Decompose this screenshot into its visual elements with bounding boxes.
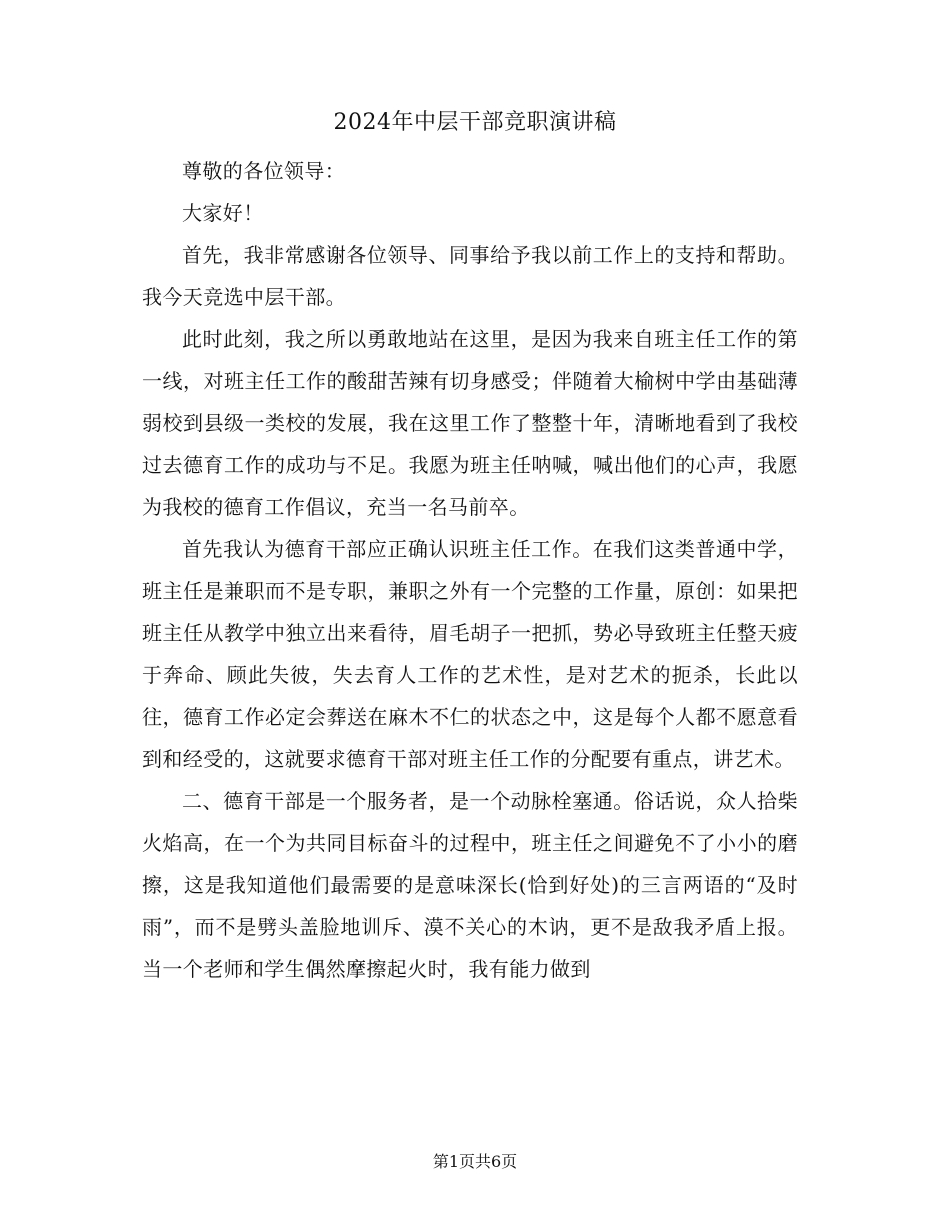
document-body bbox=[142, 150, 798, 990]
document-title: 2024年中层干部竞职演讲稿 bbox=[333, 110, 617, 135]
greeting: 大家好！ bbox=[182, 201, 264, 225]
paragraph: 首先，我非常感谢各位领导、同事给予我以前工作上的支持和帮助。我今天竞选中层干部。 bbox=[142, 243, 798, 309]
paragraph: 此时此刻，我之所以勇敢地站在这里，是因为我来自班主任工作的第一线，对班主任工作的酸甜苦辣有切身感受；伴随着大榆树中学由基础薄弱校到县级一类校的发展，我在这里工作了整整十年，清晰地看到了我校过去德育工作的成功与不足。我愿为班主任呐喊，喊出他们的心声，我愿为我校的德育工作倡议，充当一名马前卒。 bbox=[142, 327, 798, 519]
salutation: 尊敬的各位领导： bbox=[182, 159, 346, 183]
page-number-footer: 第1页共6页 bbox=[432, 1152, 518, 1171]
paragraph: 二、德育干部是一个服务者，是一个动脉栓塞通。俗话说，众人拾柴火焰高，在一个为共同目标奋斗的过程中，班主任之间避免不了小小的磨擦，这是我知道他们最需要的是意味深长(恰到好处)的三言两语的“及时雨”，而不是劈头盖脸地训斥、漠不关心的木讷，更不是敌我矛盾上报。当一个老师和学生偶然摩擦起火时，我有能力做到 bbox=[142, 789, 798, 981]
paragraph: 首先我认为德育干部应正确认识班主任工作。在我们这类普通中学，班主任是兼职而不是专职，兼职之外有一个完整的工作量，原创：如果把班主任从教学中独立出来看待，眉毛胡子一把抓，势必导致班主任整天疲于奔命、顾此失彼，失去育人工作的艺术性，是对艺术的扼杀，长此以往，德育工作必定会葬送在麻木不仁的状态之中，这是每个人都不愿意看到和经受的，这就要求德育干部对班主任工作的分配要有重点，讲艺术。 bbox=[142, 537, 798, 771]
